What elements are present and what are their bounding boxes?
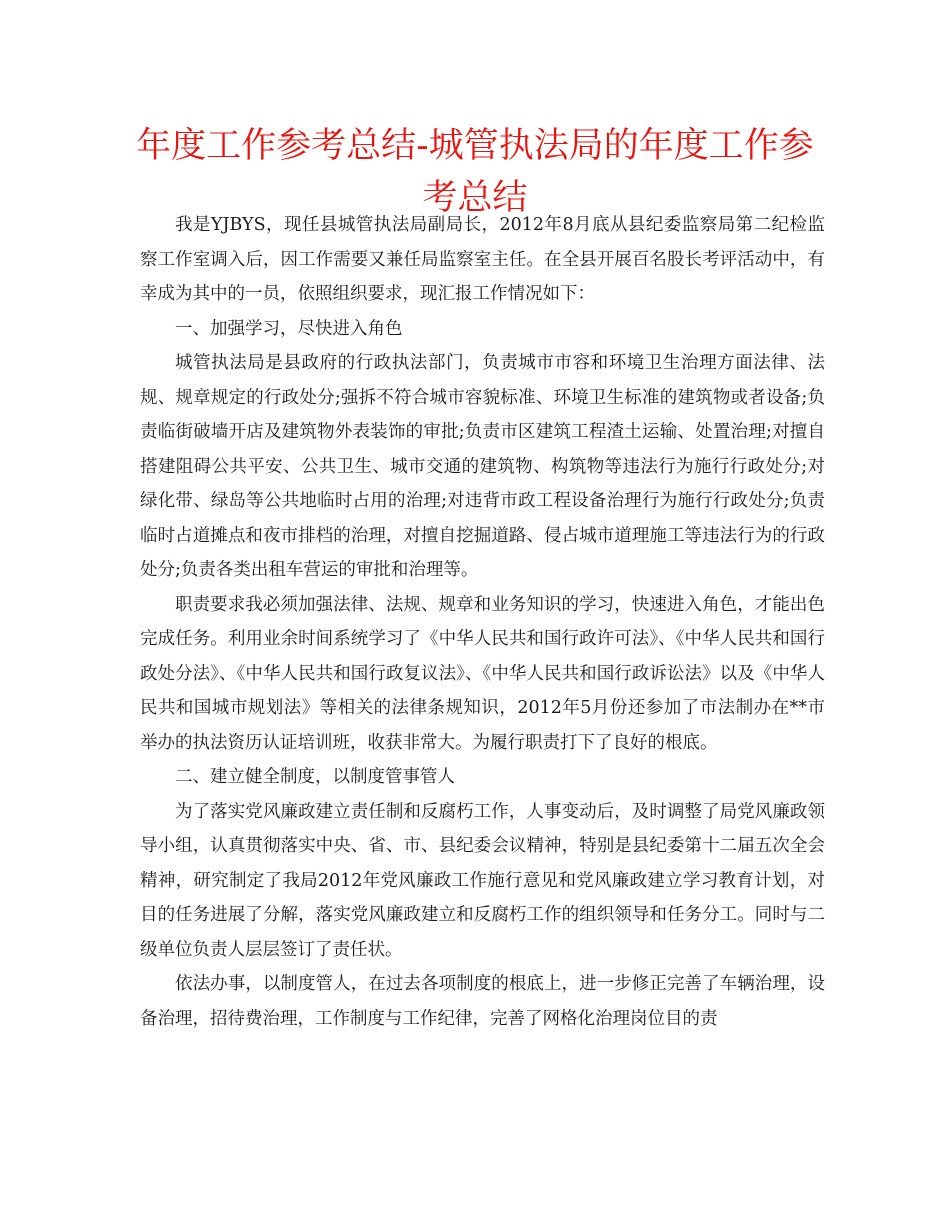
document-title: 年度工作参考总结-城管执法局的年度工作参考总结 xyxy=(136,126,814,218)
section-heading-1: 一、加强学习，尽快进入角色 xyxy=(175,318,403,339)
paragraph-regulations: 依法办事，以制度管人，在过去各项制度的根底上，进一步修正完善了车辆治理，设备治理，招待费治理，工作制度与工作纪律，完善了网格化治理岗位目的责 xyxy=(140,974,825,1029)
section-heading-2: 二、建立健全制度，以制度管事管人 xyxy=(175,767,455,787)
document-body xyxy=(140,208,825,1036)
paragraph-duties: 城管执法局是县政府的行政执法部门，负责城市市容和环境卫生治理方面法律、法规、规章规定的行政处分;强拆不符合城市容貌标准、环境卫生标准的建筑物或者设备;负责临街破墙开店及建筑物外表装饰的审批;负责市区建筑工程渣土运输、处置治理;对擅自搭建阻碍公共平安、公共卫生、城市交通的建筑物、构筑物等违法行为施行行政处分;对绿化带、绿岛等公共地临时占用的治理;对违背市政工程设备治理行为施行行政处分;负责临时占道摊点和夜市排档的治理，对擅自挖掘道路、侵占城市道理施工等违法行为的行政处分;负责各类出租车营运的审批和治理等。 xyxy=(140,353,825,580)
paragraph-responsibility: 为了落实党风廉政建立责任制和反腐朽工作，人事变动后，及时调整了局党风廉政领导小组，认真贯彻落实中央、省、市、县纪委会议精神，特别是县纪委第十二届五次全会精神，研究制定了我局2012年党风廉政工作施行意见和党风廉政建立学习教育计划，对目的任务进展了分解，落实党风廉政建立和反腐朽工作的组织领导和任务分工。同时与二级单位负责人层层签订了责任状。 xyxy=(140,801,825,960)
paragraph-study: 职责要求我必须加强法律、法规、规章和业务知识的学习，快速进入角色，才能出色完成任务。利用业余时间系统学习了《中华人民共和国行政许可法》、《中华人民共和国行政处分法》、《中华人民共和国行政复议法》、《中华人民共和国行政诉讼法》以及《中华人民共和国城市规划法》等相关的法律条规知识，2012年5月份还参加了市法制办在**市举办的执法资历认证培训班，收获非常大。为履行职责打下了良好的根底。 xyxy=(140,594,825,753)
paragraph-intro: 我是YJBYS，现任县城管执法局副局长，2012年8月底从县纪委监察局第二纪检监察工作室调入后，因工作需要又兼任局监察室主任。在全县开展百名股长考评活动中，有幸成为其中的一员，依照组织要求，现汇报工作情况如下： xyxy=(140,215,825,304)
